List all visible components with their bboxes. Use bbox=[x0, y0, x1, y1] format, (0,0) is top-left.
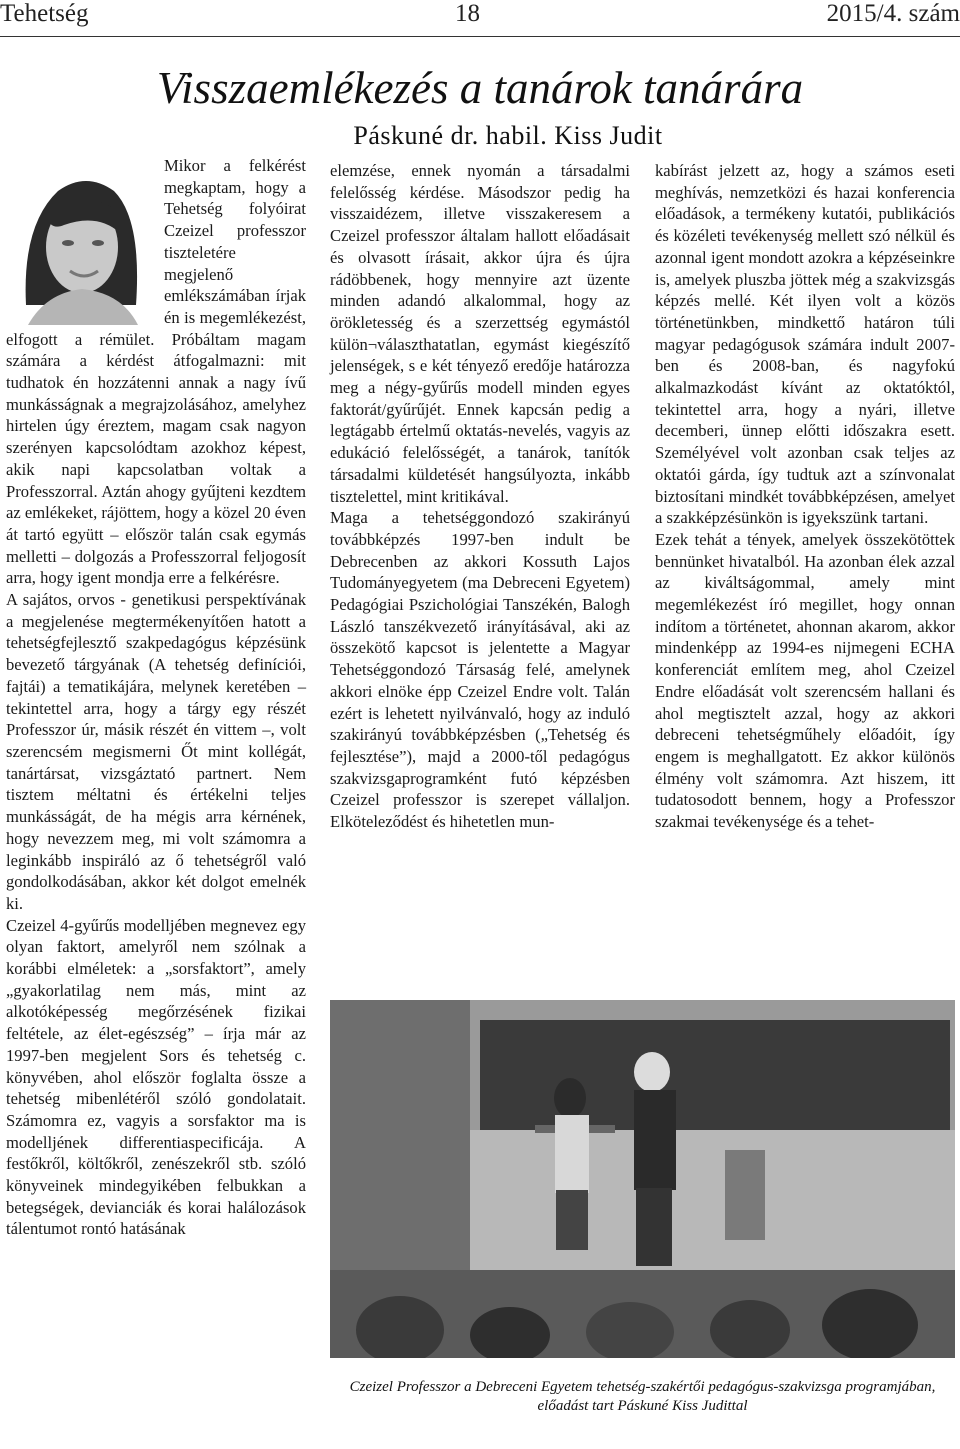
issue-label: 2015/4. szám bbox=[826, 0, 960, 27]
photo-caption: Czeizel Professzor a Debreceni Egyetem tehetség-szakértői pedagógus-szakvizsga programjában, előadást tart Páskuné Kiss Judittal bbox=[349, 1379, 936, 1414]
paragraph: Maga a tehetséggondozó szakirányú továbbképzés 1997-ben indult be Debrecenben az akkori Kossuth Lajos Tudományegyetem (ma Debreceni Egyetem) Pedagógiai Pszichológiai Tanszékén, Balogh László tanszékvezető irányításával, aki az összekötő kapcsot is jelentette a Magyar Tehetséggondozó Társaság felé, amelynek akkori elnöke épp Czeizel Endre volt. Talán ezért is lehetett nyilvánvaló, hogy az induló szakirányú továbbképzésben („Tehetség és fejlesztése”), majd a 2000-től pedagógus szakvizsgaprogramként futó képzésben Czeizel professzor is szerepet vállaljon. Elköteleződést és hihetetlen mun- bbox=[330, 508, 630, 832]
paragraph: Mikor a felkérést megkaptam, hogy a Tehetség folyóirat Czeizel professzor tiszteletére megjelenő emlékszámában írjak én is megemlékezést, elfogott a rémület. Próbáltam magam számára a kérdést átfogalmazni: mit tudhatok én hozzátenni annak a nagy ívű munkásságnak a megrajzolásához, amelyhez hirtelen úgy éreztem, magam csak nagyon szerényen kapcsolódtam azokhoz képest, akik napi kapcsolatban voltak a Professzorral. Aztán ahogy gyűjteni kezdtem az emlékeket, rájöttem, hogy a közel 20 éven át tartó együtt – először talán csak egymás melletti – dolgozás a Professzorral feljogosít arra, hogy igent mondja erre a felkérésre. bbox=[6, 156, 306, 588]
author-portrait-photo bbox=[6, 155, 154, 325]
article-title: Visszaemlékezés a tanárok tanárára bbox=[156, 63, 804, 113]
text-column-3 bbox=[655, 160, 955, 833]
paragraph: elemzése, ennek nyomán a társadalmi felelősség kérdése. Másodszor pedig ha visszaidézem, illetve visszakeresem a Czeizel professzor általam hallott előadásait és olvasott írásait, akkor újra és újra rádöbbenek, hogy mennyire azt üzente minden adandó alkalommal, hogy az örökletesség és a szerzettség egymástól külön¬választhatatlan, egymást kiegészítő jelenségek, s e két tényező eredője határozza meg a négy-gyűrűs modell minden egyes faktorát/gyűrűjét. Ennek kapcsán pedig a legtágabb értelmű oktatás-nevelés, vagyis az edukáció felelősségét, a tanárok, tanítók társadalmi küldetését hangsúlyozta, inkább tisztelettel, mint kritikával. bbox=[330, 161, 630, 506]
paragraph: Ezek tehát a tények, amelyek összekötöttek bennünket hivatalból. Ha azonban élek azzal az kiváltságommal, amely mint megemlékezést író megillet, hogy onnan indítom a történetet, ahonnan akarom, akkor mindenképp az 1994-es nijmegeni ECHA konferenciát említem meg, ahol Czeizel Endre előadását volt szerencsém hallani és ahol megtisztelt azzal, hogy az akkori debreceni tehetségműhely előadóit, így engem is meghallgatott. Ez akkor különös élmény volt számomra. Azt hiszem, itt tudatosodott bennem, hogy a Professzor szakmai tevékenysége és a tehet- bbox=[655, 529, 955, 832]
header-rule bbox=[0, 36, 960, 37]
journal-name: Tehetség bbox=[0, 0, 89, 27]
running-header bbox=[0, 0, 960, 28]
paragraph: Czeizel 4-gyűrűs modelljében megnevez egy olyan faktort, amelyről nem szólnak a korábbi elméletek: a „sorsfaktort”, amely „gyakorlatilag nem más, mint az alkotóképesség megőrzésének fizikai feltétele, az élet-egészség” – írja már az 1997-ben megjelent Sors és tehetség c. könyvében, ahol először foglalta össze a tehetség mibenlétéről szóló gondolatait. Számomra ez, vagyis a sorsfaktor ma is modelljének differentiaspecificája. A festőkről, költőkről, zenészekről stb. szóló könyveinek mindegyikében felbukkan a betegségek, devianciák és korai halálozások tálentumot rontó hatásának bbox=[6, 915, 306, 1239]
text-column-1 bbox=[6, 155, 306, 1240]
text-column-2 bbox=[330, 160, 630, 833]
page-number: 18 bbox=[455, 0, 480, 27]
paragraph: A sajátos, orvos - genetikusi perspektívának a megjelenése megtermékenyítően hatott a tehetségfejlesztő szakpedagógus képzésünk bevezető tárgyának (A tehetség definíciói, fajtái) a tematikájára, melynek keretében – tekintettel arra, hogy a tárgy egy részét Professzor úr, másik részét én vittem –, volt szerencsém megismerni Őt mint kollégát, tanártársat, vizsgáztató partnert. Nem tisztem méltatni és értékelni teljes munkásságát, de ha mégis arra kérnének, hogy nevezzem meg, mi volt számomra a leginkább inspiráló az ő tehetségről való gondolkodásában, akkor két dolgot emelnék ki. bbox=[6, 590, 306, 913]
article-author: Páskuné dr. habil. Kiss Judit bbox=[353, 121, 663, 150]
paragraph: kabírást jelzett az, hogy a számos eseti meghívás, nemzetközi és hazai konferencia előadások, a termékeny kutatói, publikációs és közéleti tevékenység mellett szó nélkül és azonnal igent mondott azokra a képzéseinkre is, amelyek pluszba jöttek még a szakvizsgás képzés mellé. Két ilyen volt a közös történetünkben, mindkettő határon túli magyar pedagógusok számára indult 2007-ben és 2008-ban, és nagyfokú alkalmazkodást kívánt az oktatóktól, tekintettel arra, hogy a nyári, illetve decemberi, ünnep előtti időszakra esett. Személyével volt azonban csak teljes az oktatói gárda, így tudtuk azt a színvonalat biztosítani mindkét továbbképzésen, amelyet a szakképzésünkön is igyekszünk tartani. bbox=[655, 161, 955, 528]
lecture-photo bbox=[330, 1000, 955, 1358]
